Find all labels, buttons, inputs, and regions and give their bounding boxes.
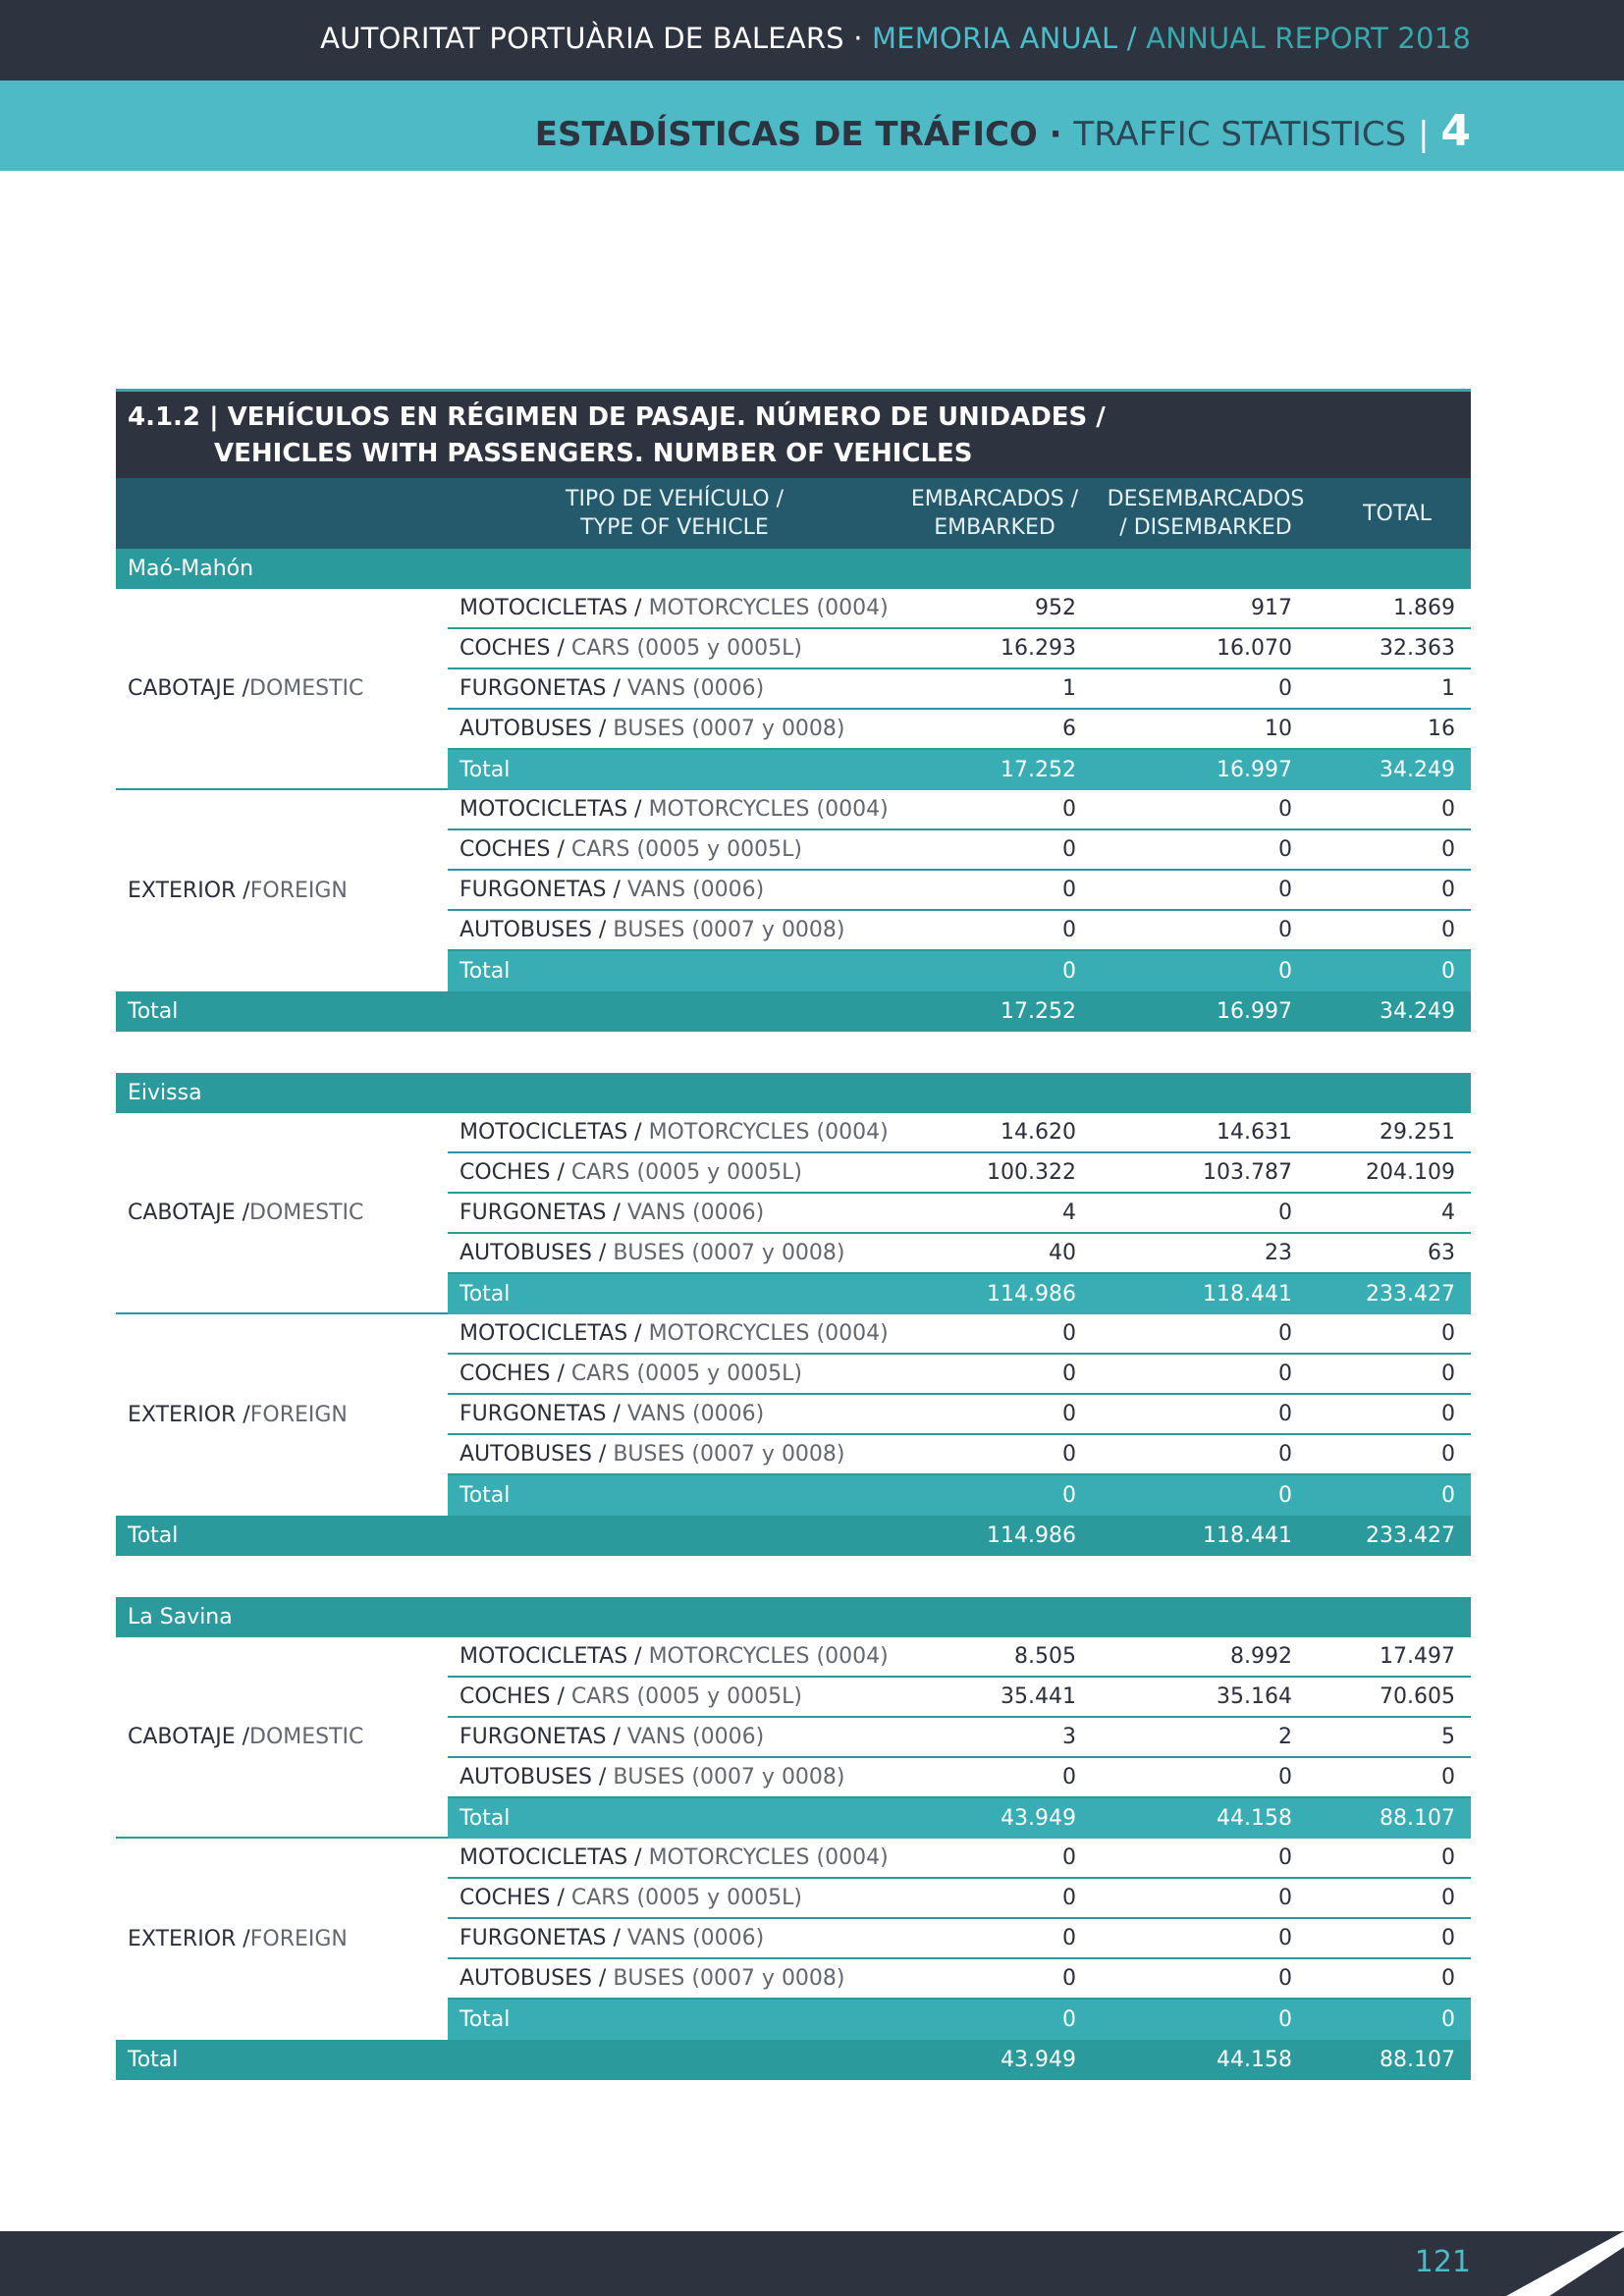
embarked-value: 14.620 (1001, 1120, 1076, 1145)
group-foreign (116, 790, 1471, 991)
disembarked-value: 23 (1265, 1241, 1292, 1265)
group-rows (448, 1637, 1471, 1839)
vehicle-type-en: VANS (0006) (626, 1201, 765, 1225)
column-headers (116, 478, 1471, 549)
disembarked-value: 0 (1278, 1402, 1292, 1426)
port-total-label: Total (128, 999, 179, 1024)
subtotal-disembarked: 0 (1278, 2007, 1292, 2032)
vehicle-type-en: MOTORCYCLES (0004) (648, 1120, 889, 1145)
vehicle-type-label (448, 1442, 901, 1467)
table-row (448, 1678, 1471, 1718)
port-total-disembarked: 44.158 (1217, 2048, 1292, 2072)
group-label-es: CABOTAJE / (128, 1725, 250, 1749)
subtotal-embarked: 17.252 (1001, 758, 1076, 782)
disembarked-value: 0 (1278, 1966, 1292, 1991)
total-value: 0 (1441, 797, 1455, 822)
group-label-es: CABOTAJE / (128, 1201, 250, 1225)
vehicle-type-label (448, 1362, 901, 1386)
table-row (448, 1435, 1471, 1475)
table-title (116, 389, 1471, 478)
vehicle-type-en: MOTORCYCLES (0004) (648, 797, 889, 822)
subtotal-disembarked: 0 (1278, 959, 1292, 984)
vehicle-type-en: VANS (0006) (626, 878, 765, 902)
vehicle-type-label (448, 1402, 901, 1426)
subtotal-label: Total (460, 1806, 511, 1831)
col-header-type-es: TIPO DE VEHÍCULO / (566, 487, 784, 511)
disembarked-value: 0 (1278, 1321, 1292, 1346)
vehicle-type-en: MOTORCYCLES (0004) (648, 1321, 889, 1346)
group-domestic (116, 589, 1471, 790)
disembarked-value: 917 (1251, 596, 1292, 620)
port-total-embarked: 114.986 (987, 1523, 1076, 1548)
total-value: 0 (1441, 1926, 1455, 1950)
vehicle-type-es: FURGONETAS / (460, 878, 621, 902)
group-domestic (116, 1113, 1471, 1314)
vehicle-type-en: VANS (0006) (626, 1725, 765, 1749)
org-name: AUTORITAT PORTUÀRIA DE BALEARS · (320, 22, 863, 55)
disembarked-value: 0 (1278, 878, 1292, 902)
vehicle-type-es: AUTOBUSES / (460, 1442, 607, 1467)
subtotal-total: 233.427 (1366, 1282, 1455, 1307)
total-value: 1.869 (1393, 596, 1455, 620)
port-total-row (116, 2040, 1471, 2080)
vehicle-type-en: VANS (0006) (626, 1926, 765, 1950)
group-label-en: DOMESTIC (249, 1201, 364, 1225)
subtotal-disembarked: 118.441 (1203, 1282, 1292, 1307)
vehicle-type-en: VANS (0006) (626, 676, 765, 701)
vehicle-type-es: MOTOCICLETAS / (460, 596, 642, 620)
group-label-foreign (116, 1314, 448, 1516)
total-value: 16 (1428, 717, 1455, 741)
group-label-en: FOREIGN (249, 1927, 348, 1951)
vehicle-type-es: COCHES / (460, 1160, 565, 1185)
total-value: 0 (1441, 837, 1455, 862)
vehicle-type-label (448, 837, 901, 862)
disembarked-value: 0 (1278, 1442, 1292, 1467)
page-number: 121 (1414, 2245, 1471, 2279)
disembarked-value: 0 (1278, 1926, 1292, 1950)
disembarked-value: 0 (1278, 1886, 1292, 1910)
subtotal-row (448, 951, 1471, 991)
report-header (0, 0, 1624, 80)
table-row (448, 1959, 1471, 2000)
table-title-line1: 4.1.2 | VEHÍCULOS EN RÉGIMEN DE PASAJE. NÚMERO DE UNIDADES / (128, 402, 1106, 432)
embarked-value: 0 (1062, 1886, 1076, 1910)
vehicle-type-en: VANS (0006) (626, 1402, 765, 1426)
col-header-disembarked-es: DESEMBARCADOS (1107, 487, 1305, 511)
embarked-value: 0 (1062, 1845, 1076, 1870)
disembarked-value: 2 (1278, 1725, 1292, 1749)
vehicle-type-label (448, 596, 901, 620)
group-label-es: EXTERIOR / (128, 1403, 250, 1427)
group-rows (448, 1314, 1471, 1516)
vehicle-type-label (448, 1966, 901, 1991)
subtotal-label: Total (460, 1282, 511, 1307)
table-row (448, 1758, 1471, 1798)
group-label-domestic (116, 1637, 448, 1839)
vehicle-type-label (448, 1684, 901, 1709)
total-value: 0 (1441, 1321, 1455, 1346)
table-row (448, 1637, 1471, 1678)
vehicle-type-es: FURGONETAS / (460, 1402, 621, 1426)
group-rows (448, 589, 1471, 790)
table-row (448, 1919, 1471, 1959)
embarked-value: 100.322 (987, 1160, 1076, 1185)
group-label-es: EXTERIOR / (128, 879, 250, 903)
total-value: 4 (1441, 1201, 1455, 1225)
table-row (448, 1839, 1471, 1879)
table-row (448, 830, 1471, 871)
total-value: 63 (1428, 1241, 1455, 1265)
port-total-total: 34.249 (1380, 999, 1455, 1024)
table-row (448, 1113, 1471, 1153)
subtotal-embarked: 114.986 (987, 1282, 1076, 1307)
port-header: La Savina (116, 1597, 1471, 1637)
subtotal-disembarked: 44.158 (1217, 1806, 1292, 1831)
port-header: Maó-Mahón (116, 549, 1471, 589)
table-row (448, 1194, 1471, 1234)
embarked-value: 0 (1062, 1926, 1076, 1950)
vehicle-type-es: FURGONETAS / (460, 1725, 621, 1749)
port-total-total: 88.107 (1380, 2048, 1455, 2072)
report-title-en: ANNUAL REPORT 2018 (1146, 22, 1471, 55)
vehicles-table (116, 389, 1471, 2080)
port-spacer (116, 1556, 1471, 1597)
port-header: Eivissa (116, 1073, 1471, 1113)
disembarked-value: 10 (1265, 717, 1292, 741)
port-total-disembarked: 118.441 (1203, 1523, 1292, 1548)
vehicle-type-en: CARS (0005 y 0005L) (570, 1886, 802, 1910)
embarked-value: 0 (1062, 837, 1076, 862)
disembarked-value: 0 (1278, 797, 1292, 822)
disembarked-value: 0 (1278, 676, 1292, 701)
vehicle-type-es: COCHES / (460, 1684, 565, 1709)
group-label-foreign (116, 790, 448, 991)
table-row (448, 710, 1471, 750)
port-total-label: Total (128, 2048, 179, 2072)
vehicle-type-label (448, 1120, 901, 1145)
subtotal-row (448, 1274, 1471, 1314)
disembarked-value: 0 (1278, 918, 1292, 942)
vehicle-type-en: CARS (0005 y 0005L) (570, 636, 802, 661)
vehicle-type-es: AUTOBUSES / (460, 1966, 607, 1991)
vehicle-type-label (448, 1765, 901, 1789)
table-title-line2: VEHICLES WITH PASSENGERS. NUMBER OF VEHICLES (214, 439, 973, 468)
subtotal-row (448, 2000, 1471, 2040)
port-total-embarked: 43.949 (1001, 2048, 1076, 2072)
subtotal-disembarked: 16.997 (1217, 758, 1292, 782)
subtotal-total: 0 (1441, 959, 1455, 984)
section-title (535, 106, 1471, 156)
subtotal-embarked: 0 (1062, 2007, 1076, 2032)
vehicle-type-label (448, 1201, 901, 1225)
embarked-value: 0 (1062, 1442, 1076, 1467)
vehicle-type-es: MOTOCICLETAS / (460, 1845, 642, 1870)
vehicle-type-label (448, 1241, 901, 1265)
total-value: 5 (1441, 1725, 1455, 1749)
disembarked-value: 0 (1278, 1362, 1292, 1386)
ports-container (116, 549, 1471, 2080)
col-header-embarked-es: EMBARCADOS / (910, 487, 1079, 511)
vehicle-type-en: CARS (0005 y 0005L) (570, 1160, 802, 1185)
section-title-es: ESTADÍSTICAS DE TRÁFICO · (534, 115, 1062, 154)
table-row (448, 1314, 1471, 1355)
subtotal-embarked: 0 (1062, 1483, 1076, 1508)
vehicle-type-en: CARS (0005 y 0005L) (570, 1362, 802, 1386)
embarked-value: 35.441 (1001, 1684, 1076, 1709)
vehicle-type-en: BUSES (0007 y 0008) (613, 717, 845, 741)
embarked-value: 0 (1062, 878, 1076, 902)
table-row (448, 790, 1471, 830)
total-value: 0 (1441, 1886, 1455, 1910)
total-value: 0 (1441, 1362, 1455, 1386)
page-footer (0, 2231, 1624, 2296)
subtotal-label: Total (460, 758, 511, 782)
total-value: 29.251 (1380, 1120, 1455, 1145)
vehicle-type-label (448, 1160, 901, 1185)
subtotal-row (448, 750, 1471, 790)
total-value: 0 (1441, 918, 1455, 942)
vehicle-type-es: MOTOCICLETAS / (460, 1644, 642, 1669)
disembarked-value: 35.164 (1217, 1684, 1292, 1709)
embarked-value: 1 (1062, 676, 1076, 701)
vehicle-type-label (448, 1321, 901, 1346)
embarked-value: 952 (1035, 596, 1076, 620)
table-row (448, 1153, 1471, 1194)
group-label-foreign (116, 1839, 448, 2040)
vehicle-type-en: MOTORCYCLES (0004) (648, 1845, 889, 1870)
vehicle-type-label (448, 636, 901, 661)
col-header-disembarked-en: / DISEMBARKED (1119, 515, 1292, 540)
vehicle-type-es: FURGONETAS / (460, 676, 621, 701)
total-value: 70.605 (1380, 1684, 1455, 1709)
embarked-value: 0 (1062, 797, 1076, 822)
port-total-disembarked: 16.997 (1217, 999, 1292, 1024)
port-spacer (116, 1032, 1471, 1073)
subtotal-total: 0 (1441, 1483, 1455, 1508)
total-value: 0 (1441, 1765, 1455, 1789)
total-value: 32.363 (1380, 636, 1455, 661)
vehicle-type-es: AUTOBUSES / (460, 1241, 607, 1265)
col-header-total: TOTAL (1363, 501, 1432, 526)
embarked-value: 6 (1062, 717, 1076, 741)
vehicle-type-label (448, 918, 901, 942)
vehicle-type-es: AUTOBUSES / (460, 717, 607, 741)
subtotal-label: Total (460, 1483, 511, 1508)
total-value: 17.497 (1380, 1644, 1455, 1669)
vehicle-type-es: MOTOCICLETAS / (460, 1321, 642, 1346)
total-value: 204.109 (1366, 1160, 1455, 1185)
group-label-domestic (116, 589, 448, 790)
group-foreign (116, 1314, 1471, 1516)
table-row (448, 1234, 1471, 1274)
total-value: 0 (1441, 1845, 1455, 1870)
vehicle-type-label (448, 717, 901, 741)
port-total-total: 233.427 (1366, 1523, 1455, 1548)
vehicle-type-en: BUSES (0007 y 0008) (613, 1765, 845, 1789)
embarked-value: 0 (1062, 1765, 1076, 1789)
group-rows (448, 1839, 1471, 2040)
group-label-en: DOMESTIC (249, 1725, 364, 1749)
col-header-embarked-en: EMBARKED (934, 515, 1056, 540)
footer-slash-decoration (1506, 2231, 1624, 2296)
table-row (448, 1718, 1471, 1758)
table-row (448, 669, 1471, 710)
table-row (448, 1355, 1471, 1395)
vehicle-type-es: AUTOBUSES / (460, 1765, 607, 1789)
group-label-es: CABOTAJE / (128, 676, 250, 701)
vehicle-type-en: BUSES (0007 y 0008) (613, 918, 845, 942)
disembarked-value: 8.992 (1230, 1644, 1292, 1669)
vehicle-type-es: COCHES / (460, 636, 565, 661)
vehicle-type-label (448, 1725, 901, 1749)
port-total-embarked: 17.252 (1001, 999, 1076, 1024)
embarked-value: 0 (1062, 1321, 1076, 1346)
vehicle-type-en: MOTORCYCLES (0004) (648, 1644, 889, 1669)
section-header (0, 80, 1624, 171)
table-row (448, 911, 1471, 951)
disembarked-value: 103.787 (1203, 1160, 1292, 1185)
table-row (448, 589, 1471, 629)
vehicle-type-en: BUSES (0007 y 0008) (613, 1442, 845, 1467)
subtotal-total: 88.107 (1380, 1806, 1455, 1831)
group-label-domestic (116, 1113, 448, 1314)
subtotal-embarked: 0 (1062, 959, 1076, 984)
table-row (448, 629, 1471, 669)
vehicle-type-en: CARS (0005 y 0005L) (570, 837, 802, 862)
embarked-value: 4 (1062, 1201, 1076, 1225)
subtotal-disembarked: 0 (1278, 1483, 1292, 1508)
table-row (448, 1395, 1471, 1435)
vehicle-type-es: AUTOBUSES / (460, 918, 607, 942)
vehicle-type-es: MOTOCICLETAS / (460, 797, 642, 822)
vehicle-type-label (448, 1644, 901, 1669)
vehicle-type-label (448, 1926, 901, 1950)
embarked-value: 0 (1062, 1362, 1076, 1386)
embarked-value: 0 (1062, 918, 1076, 942)
group-label-en: DOMESTIC (249, 676, 364, 701)
subtotal-total: 34.249 (1380, 758, 1455, 782)
total-value: 0 (1441, 1402, 1455, 1426)
group-domestic (116, 1637, 1471, 1839)
table-row (448, 871, 1471, 911)
subtotal-embarked: 43.949 (1001, 1806, 1076, 1831)
section-number: 4 (1440, 106, 1471, 156)
vehicle-type-es: COCHES / (460, 1886, 565, 1910)
total-value: 0 (1441, 878, 1455, 902)
subtotal-row (448, 1475, 1471, 1516)
vehicle-type-label (448, 1845, 901, 1870)
total-value: 0 (1441, 1966, 1455, 1991)
embarked-value: 16.293 (1001, 636, 1076, 661)
vehicle-type-en: CARS (0005 y 0005L) (570, 1684, 802, 1709)
vehicle-type-label (448, 676, 901, 701)
col-header-type-en: TYPE OF VEHICLE (580, 515, 769, 540)
embarked-value: 0 (1062, 1966, 1076, 1991)
group-rows (448, 790, 1471, 991)
col-header-embarked (901, 485, 1088, 542)
embarked-value: 8.505 (1014, 1644, 1076, 1669)
disembarked-value: 0 (1278, 1765, 1292, 1789)
port-total-row (116, 1516, 1471, 1556)
group-label-es: EXTERIOR / (128, 1927, 250, 1951)
disembarked-value: 0 (1278, 1201, 1292, 1225)
subtotal-label: Total (460, 959, 511, 984)
port-total-label: Total (128, 1523, 179, 1548)
vehicle-type-es: COCHES / (460, 1362, 565, 1386)
subtotal-total: 0 (1441, 2007, 1455, 2032)
total-value: 0 (1441, 1442, 1455, 1467)
col-header-disembarked (1088, 485, 1324, 542)
embarked-value: 3 (1062, 1725, 1076, 1749)
section-separator: | (1418, 115, 1430, 154)
col-header-type (448, 485, 901, 542)
disembarked-value: 14.631 (1217, 1120, 1292, 1145)
vehicle-type-es: FURGONETAS / (460, 1926, 621, 1950)
disembarked-value: 16.070 (1217, 636, 1292, 661)
embarked-value: 40 (1049, 1241, 1076, 1265)
vehicle-type-es: COCHES / (460, 837, 565, 862)
embarked-value: 0 (1062, 1402, 1076, 1426)
vehicle-type-en: BUSES (0007 y 0008) (613, 1241, 845, 1265)
group-label-en: FOREIGN (249, 1403, 348, 1427)
vehicle-type-es: FURGONETAS / (460, 1201, 621, 1225)
vehicle-type-label (448, 797, 901, 822)
vehicle-type-label (448, 1886, 901, 1910)
vehicle-type-en: MOTORCYCLES (0004) (648, 596, 889, 620)
report-title-es: MEMORIA ANUAL / (872, 22, 1137, 55)
subtotal-row (448, 1798, 1471, 1839)
vehicle-type-es: MOTOCICLETAS / (460, 1120, 642, 1145)
disembarked-value: 0 (1278, 1845, 1292, 1870)
report-header-text (320, 22, 1471, 55)
group-label-en: FOREIGN (249, 879, 348, 903)
vehicle-type-label (448, 878, 901, 902)
subtotal-label: Total (460, 2007, 511, 2032)
port-total-row (116, 991, 1471, 1032)
group-rows (448, 1113, 1471, 1314)
vehicle-type-en: BUSES (0007 y 0008) (613, 1966, 845, 1991)
table-row (448, 1879, 1471, 1919)
disembarked-value: 0 (1278, 837, 1292, 862)
section-title-en: TRAFFIC STATISTICS (1073, 115, 1407, 154)
total-value: 1 (1441, 676, 1455, 701)
group-foreign (116, 1839, 1471, 2040)
